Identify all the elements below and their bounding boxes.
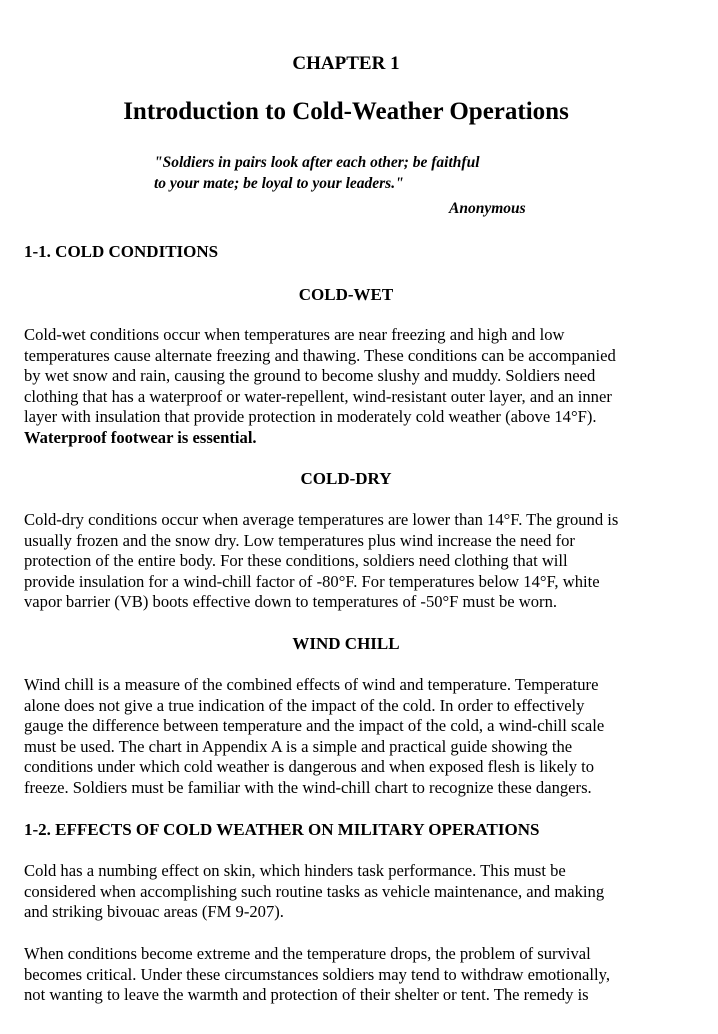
subheading-cold-dry: COLD-DRY [300, 469, 392, 488]
paragraph-line: alone does not give a true indication of the impact of the cold. In order to effectively [24, 695, 585, 715]
paragraph-line: by wet snow and rain, causing the ground to become slushy and muddy. Soldiers need [24, 366, 596, 386]
chapter-label: CHAPTER 1 [292, 53, 400, 74]
epigraph-line: to your mate; be loyal to your leaders." [154, 175, 404, 192]
paragraph-line: vapor barrier (VB) boots effective down to temperatures of -50°F must be worn. [24, 592, 558, 612]
paragraph-line: and striking bivouac areas (FM 9-207). [24, 902, 284, 922]
paragraph-line: Wind chill is a measure of the combined effects of wind and temperature. Temperature [24, 675, 599, 694]
subheading-wind-chill: WIND CHILL [292, 634, 400, 653]
epigraph-line: "Soldiers in pairs look after each other; be faithful [154, 154, 480, 171]
paragraph-line: Cold-dry conditions occur when average temperatures are lower than 14°F. The ground is [24, 510, 619, 529]
paragraph-line: temperatures cause alternate freezing and thawing. These conditions can be accompanied [24, 345, 616, 365]
paragraph-cold-dry [24, 510, 704, 613]
paragraph-cold-numbing [24, 861, 704, 923]
paragraph-line: usually frozen and the snow dry. Low temperatures plus wind increase the need for [24, 530, 575, 550]
paragraph-line: layer with insulation that provide protection in moderately cold weather (above 14°F). [24, 407, 597, 427]
section-heading-effects-of-cold: 1-2. EFFECTS OF COLD WEATHER ON MILITARY OPERATIONS [24, 820, 540, 839]
paragraph-cold-wet [24, 325, 704, 449]
chapter-title: Introduction to Cold-Weather Operations [123, 98, 569, 125]
paragraph-line: When conditions become extreme and the temperature drops, the problem of survival [24, 944, 591, 963]
paragraph-emphasis: Waterproof footwear is essential. [24, 427, 257, 447]
paragraph-line: clothing that has a waterproof or water-repellent, wind-resistant outer layer, and an inner [24, 386, 612, 406]
paragraph-survival [24, 944, 704, 1006]
paragraph-line: must be used. The chart in Appendix A is a simple and practical guide showing the [24, 736, 573, 756]
paragraph-line: becomes critical. Under these circumstances soldiers may tend to withdraw emotionally, [24, 964, 610, 984]
paragraph-line: not wanting to leave the warmth and protection of their shelter or tent. The remedy is [24, 985, 589, 1005]
paragraph-line: conditions under which cold weather is dangerous and when exposed flesh is likely to [24, 757, 595, 777]
epigraph-quote [154, 152, 574, 194]
epigraph-attribution: Anonymous [449, 200, 526, 217]
paragraph-wind-chill [24, 675, 704, 799]
section-heading-cold-conditions: 1-1. COLD CONDITIONS [24, 242, 219, 261]
paragraph-line: Cold-wet conditions occur when temperatures are near freezing and high and low [24, 325, 565, 344]
subheading-cold-wet: COLD-WET [298, 285, 394, 304]
paragraph-line: gauge the difference between temperature and the impact of the cold, a wind-chill scale [24, 716, 605, 736]
paragraph-line: freeze. Soldiers must be familiar with the wind-chill chart to recognize these dangers. [24, 777, 592, 797]
paragraph-line: Cold has a numbing effect on skin, which hinders task performance. This must be [24, 861, 566, 880]
paragraph-line: provide insulation for a wind-chill factor of -80°F. For temperatures below 14°F, white [24, 571, 600, 591]
paragraph-line: protection of the entire body. For these conditions, soldiers need clothing that will [24, 551, 568, 571]
paragraph-line: considered when accomplishing such routine tasks as vehicle maintenance, and making [24, 881, 605, 901]
